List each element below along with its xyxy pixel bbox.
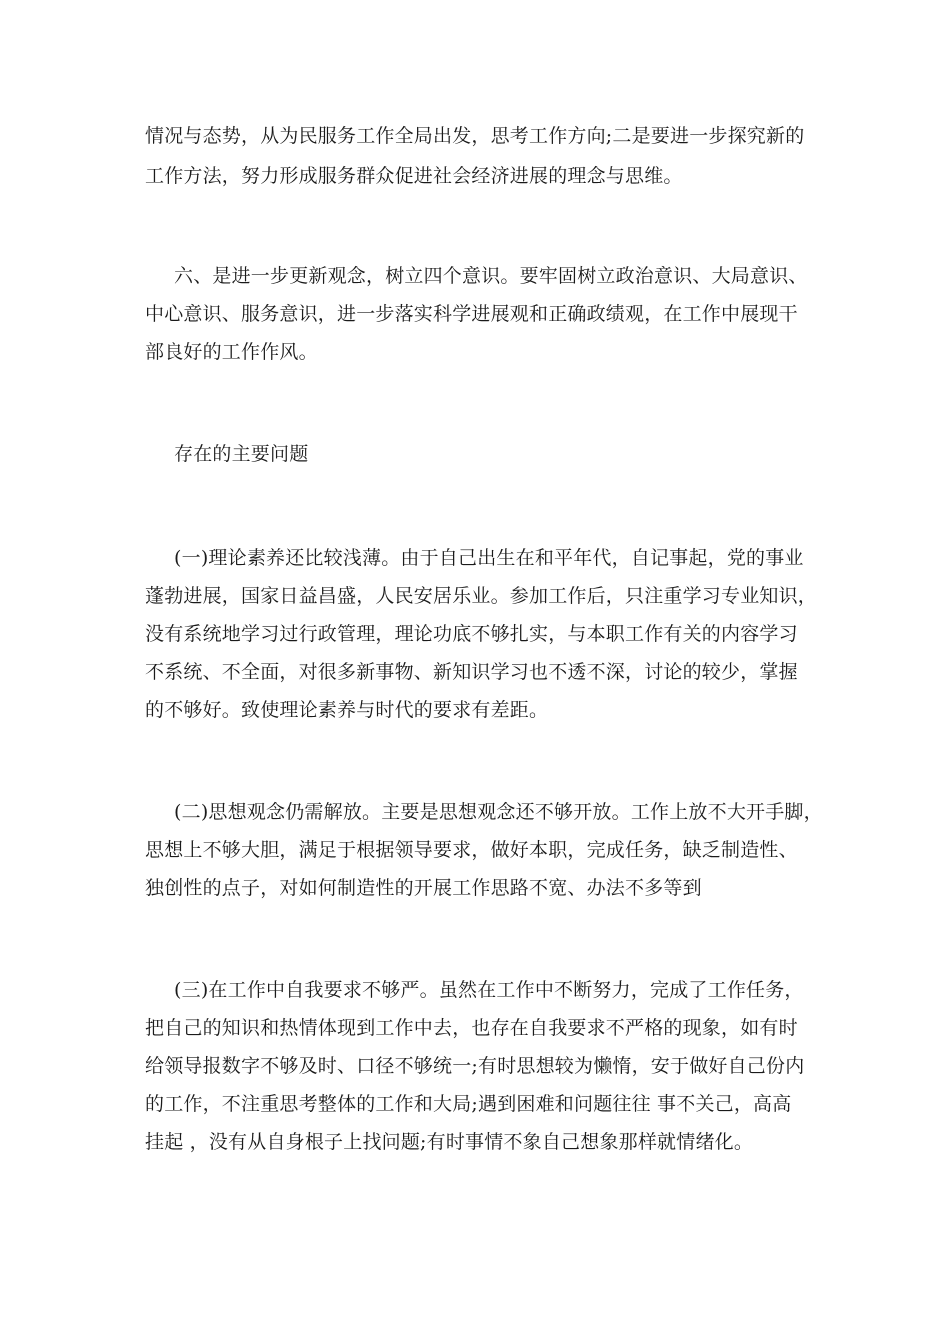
paragraph-5-line-2: 思想上不够大胆，满足于根据领导要求，做好本职，完成任务，缺乏制造性、 (145, 839, 798, 861)
paragraph-6-line-2: 把自己的知识和热情体现到工作中去，也存在自我要求不严格的现象，如有时 (145, 1017, 798, 1039)
paragraph-6-line-5: 挂起 ，没有从自身根子上找问题;有时事情不象自己想象那样就情绪化。 (145, 1131, 754, 1153)
paragraph-1-line-2: 工作方法，努力形成服务群众促进社会经济进展的理念与思维。 (145, 165, 683, 187)
paragraph-2-line-3: 部良好的工作作风。 (145, 341, 318, 363)
paragraph-5-line-3: 独创性的点子，对如何制造性的开展工作思路不宽、办法不多等到 (145, 877, 702, 899)
paragraph-2-line-2: 中心意识、服务意识，进一步落实科学进展观和正确政绩观，在工作中展现干 (145, 303, 798, 325)
paragraph-5-line-1: (二)思想观念仍需解放。主要是思想观念还不够开放。工作上放不大开手脚， (174, 801, 823, 823)
paragraph-6-line-4: 的工作，不注重思考整体的工作和大局;遇到困难和问题往往 事不关己，高高 (145, 1093, 792, 1115)
paragraph-4-line-5: 的不够好。致使理论素养与时代的要求有差距。 (145, 699, 549, 721)
paragraph-4-line-3: 没有系统地学习过行政管理，理论功底不够扎实，与本职工作有关的内容学习 (145, 623, 798, 645)
paragraph-6-line-1: (三)在工作中自我要求不够严。虽然在工作中不断努力，完成了工作任务， (174, 979, 804, 1001)
paragraph-2-line-1: 六、是进一步更新观念，树立四个意识。要牢固树立政治意识、大局意识、 (174, 265, 808, 287)
paragraph-6-line-3: 给领导报数字不够及时、口径不够统一;有时思想较为懒惰，安于做好自己份内 (145, 1055, 805, 1077)
paragraph-4-line-4: 不系统、不全面，对很多新事物、新知识学习也不透不深，讨论的较少，掌握 (145, 661, 798, 683)
section-heading: 存在的主要问题 (174, 443, 309, 465)
paragraph-1-line-1: 情况与态势，从为民服务工作全局出发，思考工作方向;二是要进一步探究新的 (145, 125, 805, 147)
paragraph-4-line-1: (一)理论素养还比较浅薄。由于自己出生在和平年代，自记事起，党的事业 (174, 547, 804, 569)
paragraph-4-line-2: 蓬勃进展，国家日益昌盛，人民安居乐业。参加工作后，只注重学习专业知识， (145, 585, 818, 607)
